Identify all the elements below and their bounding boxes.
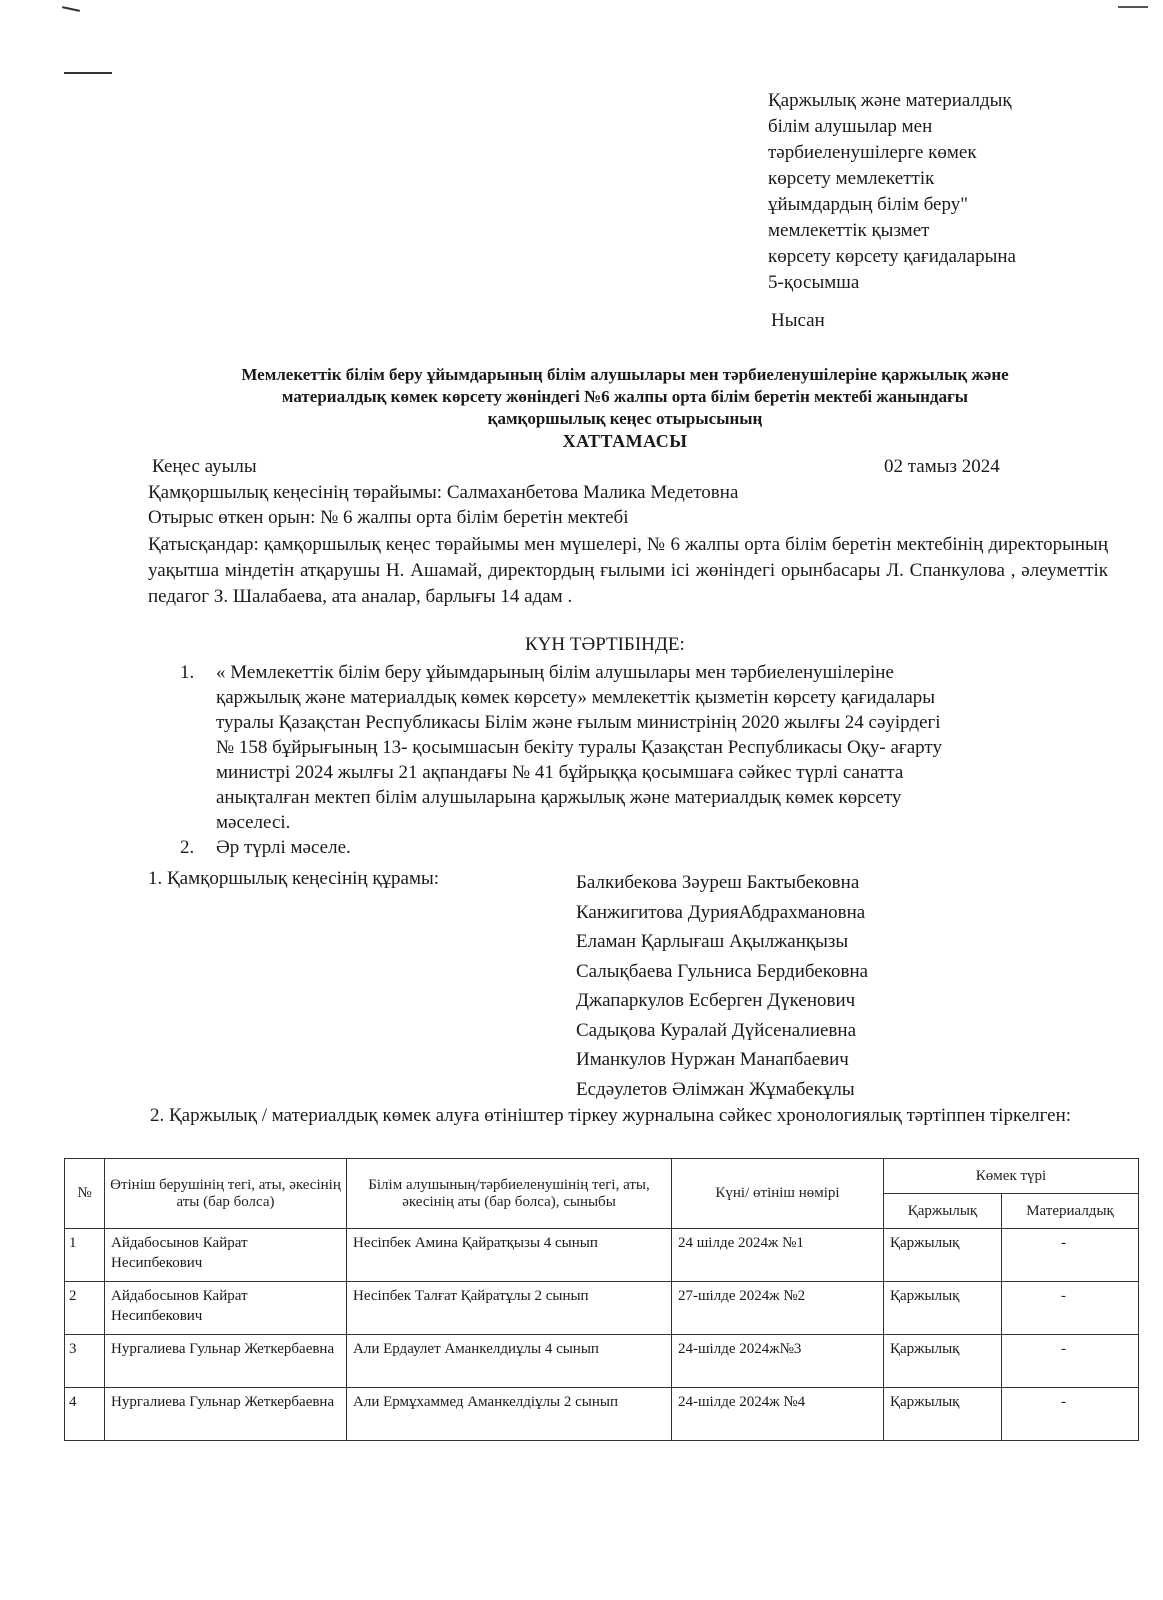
- agenda-list: [180, 660, 1080, 860]
- registration-intro: 2. Қаржылық / материалдық көмек алуға өтініштер тіркеу журналына сәйкес хронологиялық тәртіппен тіркелген:: [150, 1105, 1072, 1126]
- cell-financial: Қаржылық: [884, 1229, 1002, 1282]
- agenda-item-number: 2.: [180, 837, 195, 858]
- agenda-heading: КҮН ТӘРТІБІНДЕ:: [525, 634, 685, 655]
- header-line: 5-қосымша: [768, 272, 860, 293]
- cell-num: 2: [65, 1282, 105, 1335]
- council-members: [576, 868, 868, 1104]
- cell-date: 24-шілде 2024ж №4: [672, 1388, 884, 1441]
- header-aid-type: Көмек түрі: [884, 1159, 1139, 1194]
- cell-material: -: [1002, 1229, 1139, 1282]
- header-student: Білім алушының/тәрбиеленушінің тегі, аты, әкесінің аты (бар болса), сыныбы: [347, 1159, 672, 1229]
- council-member: Канжигитова ДурияАбдрахмановна: [576, 901, 866, 923]
- cell-date: 24-шілде 2024ж№3: [672, 1335, 884, 1388]
- cell-material: -: [1002, 1388, 1139, 1441]
- table-row: [65, 1335, 1139, 1388]
- cell-applicant: Нургалиева Гульнар Жеткербаевна: [105, 1388, 347, 1441]
- cell-material: -: [1002, 1335, 1139, 1388]
- agenda-line: № 158 бұйрығының 13- қосымшасын бекіту туралы Қазақстан Республикасы Оқу- ағарту: [216, 737, 942, 758]
- cell-date: 27-шілде 2024ж №2: [672, 1282, 884, 1335]
- form-label: Нысан: [771, 310, 825, 331]
- cell-num: 3: [65, 1335, 105, 1388]
- council-member: Есдәулетов Әлімжан Жұмабекұлы: [576, 1078, 855, 1100]
- header-line: білім алушылар мен: [768, 116, 933, 137]
- council-label: 1. Қамқоршылық кеңесінің құрамы:: [148, 868, 440, 889]
- table-row: [65, 1229, 1139, 1282]
- cell-student: Али Ердаулет Аманкелдиұлы 4 сынып: [347, 1335, 672, 1388]
- agenda-item: [180, 660, 1080, 835]
- header-financial: Қаржылық: [884, 1194, 1002, 1229]
- cell-financial: Қаржылық: [884, 1335, 1002, 1388]
- agenda-line: қаржылық және материалдық көмек көрсету» мемлекеттік қызметін көрсету қағидалары: [216, 687, 936, 708]
- council-member: Садықова Куралай Дүйсеналиевна: [576, 1019, 856, 1041]
- agenda-line: Әр түрлі мәселе.: [216, 837, 351, 858]
- council-member: Салықбаева Гульниса Бердибековна: [576, 960, 869, 982]
- header-line: ұйымдардың білім беру": [768, 194, 968, 215]
- cell-material: -: [1002, 1282, 1139, 1335]
- cell-num: 1: [65, 1229, 105, 1282]
- agenda-line: туралы Қазақстан Республикасы Білім және ғылым министрінің 2020 жылғы 24 сәуірдегі: [216, 712, 941, 733]
- council-member: Иманкулов Нуржан Манапбаевич: [576, 1049, 849, 1070]
- scan-mark: [62, 6, 80, 12]
- venue: Отырыс өткен орын: № 6 жалпы орта білім беретін мектебі: [148, 507, 629, 528]
- title-line: Мемлекеттік білім беру ұйымдарының білім алушылары мен тәрбиеленушілеріне қаржылық және: [241, 365, 1009, 384]
- header-applicant: Өтініш берушінің тегі, аты, әкесінің аты (бар болса): [105, 1159, 347, 1229]
- cell-date: 24 шілде 2024ж №1: [672, 1229, 884, 1282]
- table-row: [65, 1282, 1139, 1335]
- document-title: [140, 364, 1110, 452]
- cell-applicant: Айдабосынов Кайрат Несипбекович: [105, 1282, 347, 1335]
- cell-financial: Қаржылық: [884, 1388, 1002, 1441]
- cell-financial: Қаржылық: [884, 1282, 1002, 1335]
- participants: Қатысқандар: қамқоршылық кеңес төрайымы мен мүшелері, № 6 жалпы орта білім беретін мектебінің директорының уақытша міндетін атқарушы Н. Ашамай, директордың ғылыми ісі жөніндегі орынбасары Л. Спанкулова , әлеуметтік педагог З. Шалабаева, ата аналар, барлығы 14 адам .: [148, 534, 1108, 607]
- cell-student: Али Ермұхаммед Аманкелдіұлы 2 сынып: [347, 1388, 672, 1441]
- agenda-line: мәселесі.: [216, 812, 291, 833]
- cell-student: Несіпбек Амина Қайратқызы 4 сынып: [347, 1229, 672, 1282]
- chairperson: Қамқоршылық кеңесінің төрайымы: Салмаханбетова Малика Медетовна: [148, 482, 739, 503]
- agenda-line: анықталған мектеп білім алушыларына қаржылық және материалдық көмек көрсету: [216, 787, 902, 808]
- header-num: №: [65, 1159, 105, 1229]
- cell-student: Несіпбек Талғат Қайратұлы 2 сынып: [347, 1282, 672, 1335]
- main-title: ХАТТАМАСЫ: [562, 431, 688, 451]
- applications-table: [64, 1158, 1139, 1441]
- header-line: мемлекеттік қызмет: [768, 220, 930, 241]
- cell-num: 4: [65, 1388, 105, 1441]
- header-date: Күні/ өтініш нөмірі: [672, 1159, 884, 1229]
- title-line: материалдық көмек көрсету жөніндегі №6 жалпы орта білім беретін мектебі жанындағы: [281, 387, 969, 406]
- title-line: қамқоршылық кеңес отырысының: [487, 409, 763, 428]
- council-member: Джапаркулов Есберген Дүкенович: [576, 990, 856, 1011]
- council-member: Еламан Қарлығаш Ақылжанқызы: [576, 931, 849, 952]
- cell-applicant: Айдабосынов Кайрат Несипбекович: [105, 1229, 347, 1282]
- cell-applicant: Нургалиева Гульнар Жеткербаевна: [105, 1335, 347, 1388]
- agenda-line: « Мемлекеттік білім беру ұйымдарының білім алушылары мен тәрбиеленушілеріне: [216, 662, 894, 683]
- header-line: көрсету көрсету қағидаларына: [768, 246, 1016, 267]
- header-material: Материалдық: [1002, 1194, 1139, 1229]
- agenda-item-number: 1.: [180, 662, 195, 683]
- meeting-date: 02 тамыз 2024: [884, 456, 1000, 477]
- header-line: Қаржылық және материалдық: [768, 90, 1012, 111]
- agenda-item: [180, 835, 1080, 860]
- appendix-header: [768, 88, 1138, 296]
- agenda-line: министрі 2024 жылғы 21 ақпандағы № 41 бұйрыққа қосымшаға сәйкес түрлі санатта: [216, 762, 904, 783]
- scan-mark: [1118, 6, 1148, 8]
- table-row: [65, 1388, 1139, 1441]
- scan-mark: [64, 72, 112, 74]
- header-line: көрсету мемлекеттік: [768, 168, 935, 189]
- council-member: Балкибекова Зәуреш Бактыбековна: [576, 872, 860, 893]
- header-line: тәрбиеленушілерге көмек: [768, 142, 977, 163]
- meeting-place: Кеңес ауылы: [152, 456, 257, 477]
